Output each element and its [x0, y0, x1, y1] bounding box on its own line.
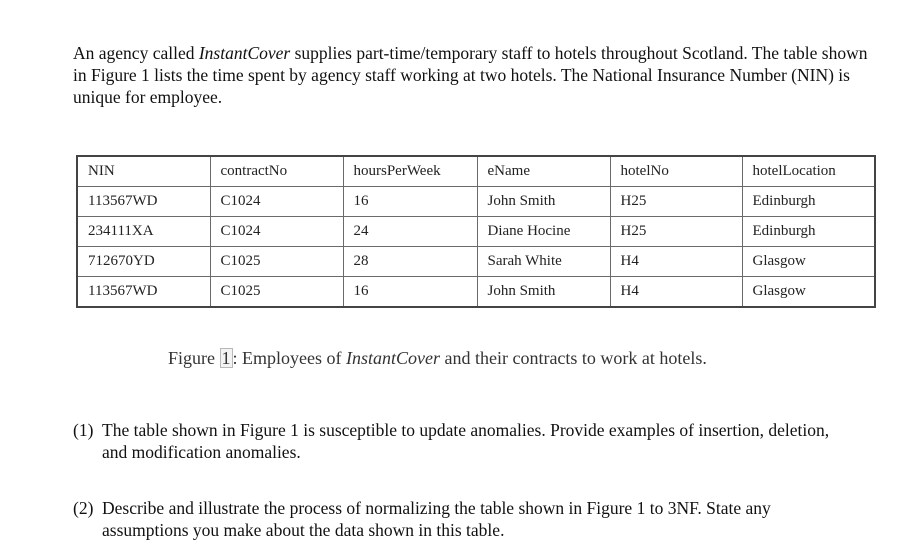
table-row — [77, 277, 875, 308]
question-2-text: Describe and illustrate the process of normalizing the table shown in Figure 1 to 3NF. State any assumptions you make about the data shown in this table. — [102, 498, 771, 540]
figure-caption — [168, 348, 707, 369]
table-cell-hotelno: H25 — [610, 217, 742, 247]
caption-prefix: Figure — [168, 348, 220, 368]
table-cell-hoursperweek: 16 — [343, 277, 477, 308]
table-cell-ename: John Smith — [477, 277, 610, 308]
table-cell-nin: 234111XA — [77, 217, 210, 247]
table-cell-hotellocation: Edinburgh — [742, 217, 875, 247]
table-header-row — [77, 156, 875, 187]
table-cell-contractno: C1024 — [210, 187, 343, 217]
column-header-ename: eName — [477, 156, 610, 187]
column-header-hoursperweek: hoursPerWeek — [343, 156, 477, 187]
table-row — [77, 187, 875, 217]
intro-agency-name: InstantCover — [198, 43, 291, 63]
column-header-hotelno: hotelNo — [610, 156, 742, 187]
table-cell-contractno: C1025 — [210, 277, 343, 308]
question-2 — [73, 497, 853, 541]
table-cell-hoursperweek: 28 — [343, 247, 477, 277]
employee-contracts-table-wrapper — [76, 155, 874, 308]
intro-text-rest: supplies part-time/temporary staff to hotels throughout Scotland. The table shown in Figure 1 lists the time spent by agency staff working at two hotels. The National Insurance Number (NIN) is unique for employee. — [73, 43, 868, 107]
question-1 — [73, 419, 853, 463]
table-cell-ename: Diane Hocine — [477, 217, 610, 247]
intro-paragraph — [73, 42, 873, 108]
question-1-text: The table shown in Figure 1 is susceptible to update anomalies. Provide examples of insertion, deletion, and modification anomalies. — [102, 420, 830, 462]
employee-contracts-table — [76, 155, 876, 308]
table-cell-nin: 113567WD — [77, 187, 210, 217]
caption-middle: : Employees of — [232, 348, 346, 368]
question-1-number: (1) — [73, 420, 94, 440]
table-cell-ename: Sarah White — [477, 247, 610, 277]
intro-text-start: An agency called — [73, 43, 199, 63]
table-row — [77, 217, 875, 247]
table-cell-hotelno: H4 — [610, 247, 742, 277]
question-2-number: (2) — [73, 498, 94, 518]
table-cell-contractno: C1025 — [210, 247, 343, 277]
table-cell-hoursperweek: 16 — [343, 187, 477, 217]
table-row — [77, 247, 875, 277]
table-cell-hoursperweek: 24 — [343, 217, 477, 247]
table-cell-hotellocation: Glasgow — [742, 277, 875, 308]
table-cell-hotellocation: Edinburgh — [742, 187, 875, 217]
caption-agency-name: InstantCover — [345, 348, 440, 368]
column-header-nin: NIN — [77, 156, 210, 187]
table-cell-hotelno: H4 — [610, 277, 742, 308]
table-cell-hotellocation: Glasgow — [742, 247, 875, 277]
table-cell-nin: 712670YD — [77, 247, 210, 277]
table-cell-nin: 113567WD — [77, 277, 210, 308]
table-cell-ename: John Smith — [477, 187, 610, 217]
caption-figure-number: 1 — [221, 348, 231, 368]
table-cell-hotelno: H25 — [610, 187, 742, 217]
table-cell-contractno: C1024 — [210, 217, 343, 247]
column-header-hotellocation: hotelLocation — [742, 156, 875, 187]
column-header-contractno: contractNo — [210, 156, 343, 187]
caption-suffix: and their contracts to work at hotels. — [439, 348, 707, 368]
